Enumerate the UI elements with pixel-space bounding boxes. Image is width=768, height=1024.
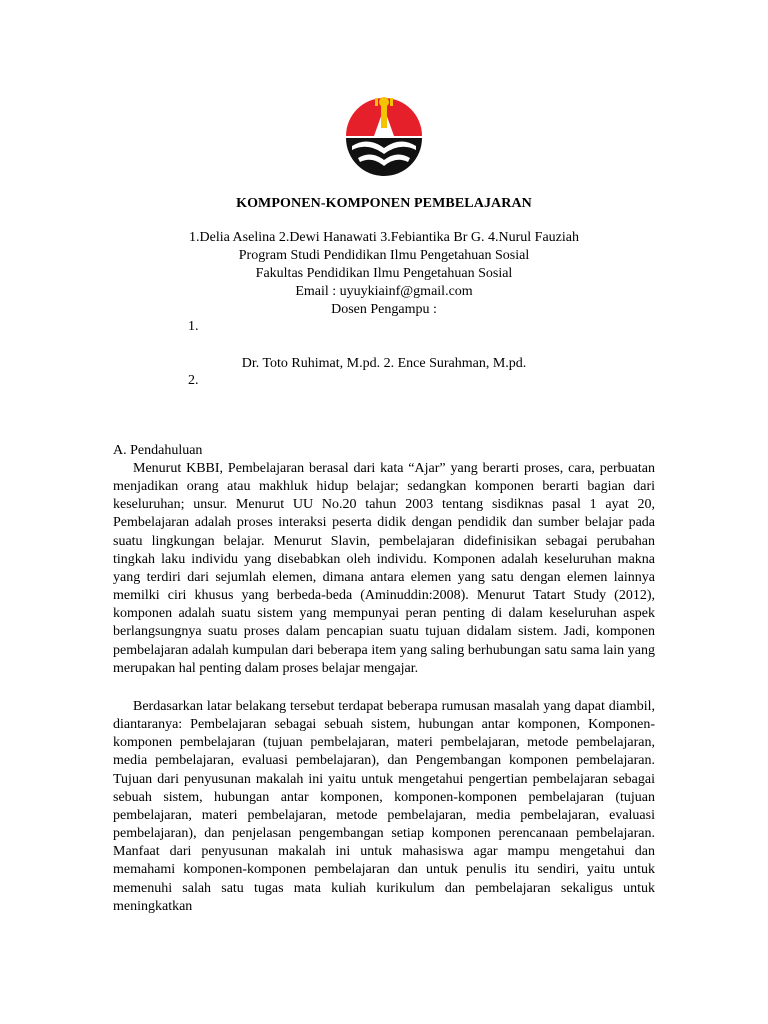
section-heading: A. Pendahuluan bbox=[113, 443, 203, 458]
paragraph-1: Menurut KBBI, Pembelajaran berasal dari kata “Ajar” yang berarti proses, cara, perbuatan menjadikan orang atau makhluk hidup belajar; sedangkan komponen berarti bagian dari keseluruhan; unsur. Menurut UU No.20 tahun 2003 tentang sisdiknas pasal 1 ayat 20, Pembelajaran adalah proses interaksi peserta didik dengan pendidik dan sumber belajar pada suatu lingkungan belajar. Menurut Slavin, pembelajaran didefinisikan sebagai perubahan tingkah laku individu yang disebabkan oleh individu. Komponen adalah keseluruhan makna yang terdiri dari sejumlah elemen, dimana antara elemen yang satu dengan elemen lainnya memilki ciri khusus yang berbeda-beda (Aminuddin:2008). Menurut Tatart Study (2012), komponen adalah suatu sistem yang mempunyai peran penting di dalam keseluruhan aspek berlangsungnya suatu proses dalam pencapian suatu tujuan didalam sistem. Jadi, komponen pembelajaran adalah kumpulan dari beberapa item yang saling berhubungan satu sama lain yang merupakan hal penting dalam proses belajar mengajar. bbox=[113, 461, 655, 676]
faculty-line: Fakultas Pendidikan Ilmu Pengetahuan Sosial bbox=[255, 266, 513, 281]
email-line: Email : uyuykiainf@gmail.com bbox=[295, 284, 473, 299]
list-number-2: 2. bbox=[188, 373, 199, 388]
list-number-1: 1. bbox=[188, 319, 199, 334]
document-title: KOMPONEN-KOMPONEN PEMBELAJARAN bbox=[236, 196, 532, 211]
authors-line: 1.Delia Aselina 2.Dewi Hanawati 3.Febiantika Br G. 4.Nurul Fauziah bbox=[189, 230, 579, 245]
program-line: Program Studi Pendidikan Ilmu Pengetahuan Sosial bbox=[238, 248, 530, 263]
lecturers-line: Dr. Toto Ruhimat, M.pd. 2. Ence Surahman, M.pd. bbox=[241, 356, 527, 371]
lecturer-label: Dosen Pengampu : bbox=[331, 302, 437, 317]
paragraph-2: Berdasarkan latar belakang tersebut terdapat beberapa rumusan masalah yang dapat diambil, diantaranya: Pembelajaran sebagai sebuah sistem, hubungan antar komponen, Komponen-komponen pembelajaran (tujuan pembelajaran, materi pembelajaran, metode pembelajaran, media pembelajaran, evaluasi pembelajaran), dan Pengembangan komponen pembelajaran. Tujuan dari penyusunan makalah ini yaitu untuk mengetahui pengertian pembelajaran sebagai sebuah sistem, hubungan antar komponen, komponen-komponen pembelajaran (tujuan pembelajaran, materi pembelajaran, metode pembelajaran, media pembelajaran, evaluasi pembelajaran), dan penjelasan pengembangan setiap komponen perencanaan pembelajaran. Manfaat dari penyusunan makalah ini untuk mahasiswa agar mampu mengetahui dan memahami komponen-komponen pembelajaran dan untuk penulis itu sendiri, yaitu untuk memenuhi salah satu tugas mata kuliah kurikulum dan pembelajaran sekaligus untuk meningkatkan bbox=[113, 699, 655, 914]
university-emblem-icon bbox=[344, 92, 424, 178]
